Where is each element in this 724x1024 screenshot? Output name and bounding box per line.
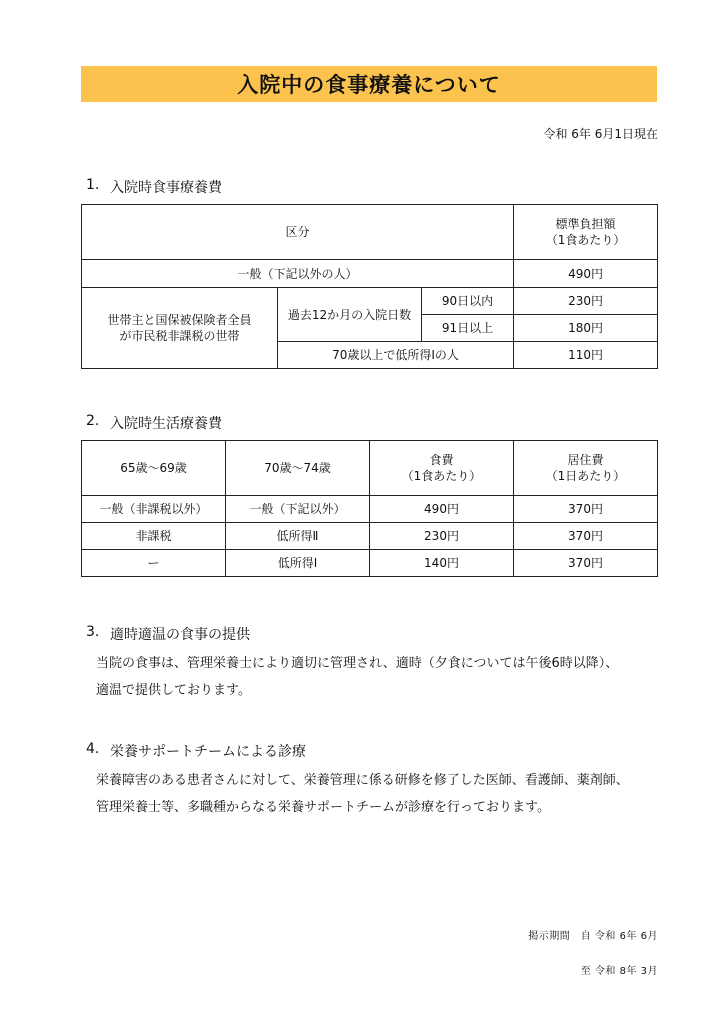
age70-label: 70歳以上で低所得Ⅰの人 (278, 342, 514, 369)
header-kubun: 区分 (82, 205, 514, 260)
page-title: 入院中の食事療養について (237, 73, 501, 97)
row-cell-age70: 低所得Ⅱ (226, 523, 370, 550)
table-row (82, 496, 658, 523)
section1-number: 1. (86, 177, 100, 193)
section1-title: 入院時食事療養費 (110, 180, 222, 196)
header-meal-cost (370, 441, 514, 496)
header-housing-cost (514, 441, 658, 496)
header-age65: 65歳～69歳 (82, 441, 226, 496)
section4-line2: 管理栄養士等、多職種からなる栄養サポートチームが診療を行っております。 (96, 800, 550, 815)
section2-heading (86, 413, 222, 433)
header-amount-line2: （1食あたり） (545, 233, 626, 247)
within90-label: 90日以内 (422, 288, 514, 315)
living-cost-table (81, 440, 658, 577)
section3-heading (86, 624, 250, 644)
section3-number: 3. (86, 624, 100, 640)
row-cell-age65: 非課税 (82, 523, 226, 550)
row-cell-housing: 370円 (514, 550, 658, 577)
section2-number: 2. (86, 413, 100, 429)
row-cell-meal: 140円 (370, 550, 514, 577)
header-amount-line1: 標準負担額 (555, 217, 616, 231)
household-label-line2: が市民税非課税の世帯 (119, 329, 240, 343)
row-cell-meal: 490円 (370, 496, 514, 523)
as-of-date: 令和 6年 6月1日現在 (543, 127, 658, 141)
section3-line2: 適温で提供しております。 (96, 683, 251, 698)
header-housing-line2: （1日あたり） (545, 469, 626, 483)
over91-value: 180円 (514, 315, 658, 342)
header-meal-line1: 食費 (429, 453, 454, 467)
page-title-bar (81, 66, 657, 102)
row-cell-meal: 230円 (370, 523, 514, 550)
section1-heading (86, 177, 222, 197)
row-cell-age70: 低所得Ⅰ (226, 550, 370, 577)
age70-value: 110円 (514, 342, 658, 369)
row-general-label: 一般（下記以外の人） (82, 260, 514, 288)
table-row (82, 550, 658, 577)
household-label (82, 288, 278, 369)
section4-number: 4. (86, 741, 100, 757)
household-label-line1: 世帯主と国保被保険者全員 (107, 313, 252, 327)
posting-period-to: 至 令和 8年 3月 (580, 966, 658, 977)
header-housing-line1: 居住費 (567, 453, 604, 467)
row-general-value: 490円 (514, 260, 658, 288)
section4-line1: 栄養障害のある患者さんに対して、栄養管理に係る研修を修了した医師、看護師、薬剤師、 (96, 773, 629, 788)
row-cell-age65: 一般（非課税以外） (82, 496, 226, 523)
section3-line1: 当院の食事は、管理栄養士により適切に管理され、適時（夕食については午後6時以降）、 (96, 656, 619, 671)
section3-body (96, 650, 676, 704)
row-cell-housing: 370円 (514, 523, 658, 550)
row-cell-housing: 370円 (514, 496, 658, 523)
row-cell-age70: 一般（下記以外） (226, 496, 370, 523)
meal-cost-table (81, 204, 658, 369)
over91-label: 91日以上 (422, 315, 514, 342)
within90-value: 230円 (514, 288, 658, 315)
header-age70: 70歳～74歳 (226, 441, 370, 496)
past12-label: 過去12か月の入院日数 (278, 288, 422, 342)
header-meal-line2: （1食あたり） (401, 469, 482, 483)
section4-title: 栄養サポートチームによる診療 (110, 744, 306, 760)
section2-title: 入院時生活療養費 (110, 416, 222, 432)
posting-period-from: 掲示期間 自 令和 6年 6月 (528, 931, 658, 942)
table-row (82, 523, 658, 550)
section4-heading (86, 741, 306, 761)
header-standard-amount (514, 205, 658, 260)
section4-body (96, 767, 676, 821)
section3-title: 適時適温の食事の提供 (110, 627, 250, 643)
row-cell-age65: ー (82, 550, 226, 577)
